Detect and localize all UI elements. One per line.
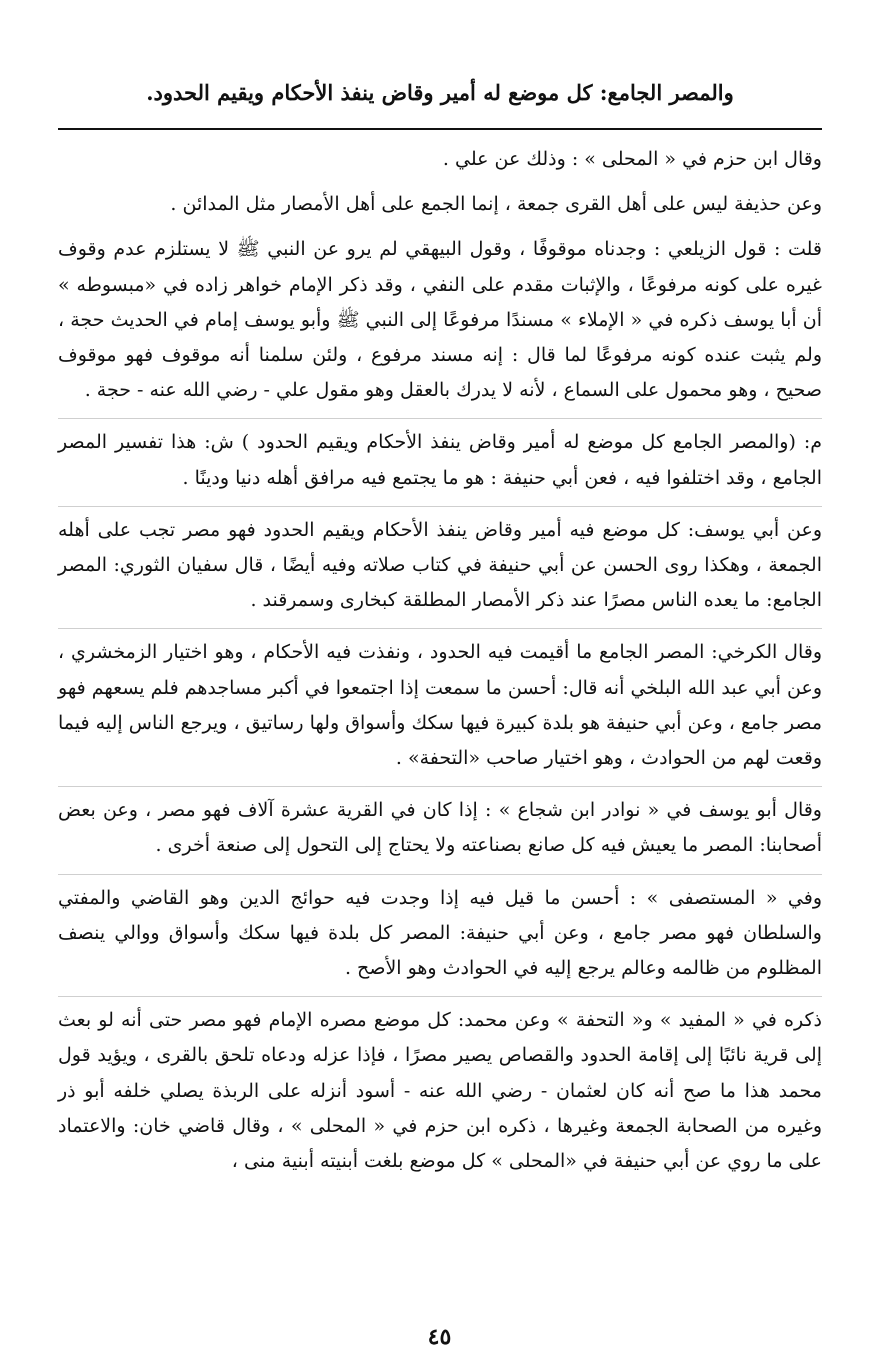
paragraph-9: ذكره في « المفيد » و« التحفة » وعن محمد: كل موضع مصره الإمام فهو مصر حتى أنه لو بعث إلى قرية نائبًا إلى إقامة الحدود والقصاص يصير مصرًا ، فإذا عزله ودعاه تلحق بالقرى ، ويؤيد قول محمد هذا ما صح أنه كان لعثمان - رضي الله عنه - أسود أنزله على الربذة يصلي خلفه أبو ذر وغيره من الصحابة الجمعة وغيرها ، ذكره ابن حزم في « المحلى » ، وقال قاضي خان: والاعتماد على ما روي عن أبي حنيفة في «المحلى » كل موضع بلغت أبنيته أبنية منى ،: [58, 996, 822, 1179]
document-page: [58, 68, 822, 1358]
page-number: ٤٥: [427, 1324, 452, 1350]
paragraph-8: وفي « المستصفى » : أحسن ما قيل فيه إذا وجدت فيه حوائج الدين وهو القاضي والمفتي والسلطان فهو مصر جامع ، وعن أبي حنيفة: المصر كل بلدة فيها سكك وأسواق ووالي ينصف المظلوم من ظالمه وعالم يرجع إليه في الحوادث وهو الأصح .: [58, 874, 822, 987]
paragraph-7: وقال أبو يوسف في « نوادر ابن شجاع » : إذا كان في القرية عشرة آلاف فهو مصر ، وعن بعض أصحابنا: المصر ما يعيش فيه كل صانع بصناعته ولا يحتاج إلى التحول إلى صنعة أخرى .: [58, 786, 822, 863]
paragraph-3: قلت : قول الزيلعي : وجدناه موقوفًا ، وقول البيهقي لم يرو عن النبي ﷺ لا يستلزم عدم وقوف غيره على كونه مرفوعًا ، والإثبات مقدم على النفي ، وقد ذكر الإمام خواهر زاده في «مبسوطه » أن أبا يوسف ذكره في « الإملاء » مسندًا مرفوعًا إلى النبي ﷺ وأبو يوسف إمام في الحديث حجة ، ولم يثبت عنده كونه مرفوعًا لما قال : إنه مسند مرفوع ، ولئن سلمنا أنه موقوف فهو موقوف صحيح ، وهو محمول على السماع ، لأنه لا يدرك بالعقل وهو مقول علي - رضي الله عنه - حجة .: [58, 238, 822, 402]
running-header: والمصر الجامع: كل موضع له أمير وقاض ينفذ الأحكام ويقيم الحدود.: [146, 80, 734, 105]
paragraph-6: وقال الكرخي: المصر الجامع ما أقيمت فيه الحدود ، ونفذت فيه الأحكام ، وهو اختيار الزمخشري ، وعن أبي عبد الله البلخي أنه قال: أحسن ما سمعت إذا اجتمعوا في أكبر مساجدهم فلم يسعهم فهو مصر جامع ، وعن أبي حنيفة هو بلدة كبيرة فيها سكك وأسواق ولها رساتيق ، ويرجع الناس إليه فيما وقعت لهم من الحوادث ، وهو اختيار صاحب «التحفة» .: [58, 628, 822, 776]
paragraph-5: وعن أبي يوسف: كل موضع فيه أمير وقاض ينفذ الأحكام ويقيم الحدود فهو مصر تجب على أهله الجمعة ، وهكذا روى الحسن عن أبي حنيفة في كتاب صلاته وفيه أيضًا ، قال سفيان الثوري: المصر الجامع: ما يعده الناس مصرًا عند ذكر الأمصار المطلقة كبخارى وسمرقند .: [58, 506, 822, 619]
paragraph-4: م: (والمصر الجامع كل موضع له أمير وقاض ينفذ الأحكام ويقيم الحدود ) ش: هذا تفسير المصر الجامع ، وقد اختلفوا فيه ، فعن أبي حنيفة : هو ما يجتمع فيه مرافق أهله دنيا ودينًا .: [58, 418, 822, 495]
paragraph-1: وقال ابن حزم في « المحلى » : وذلك عن علي .: [442, 148, 822, 170]
header-rule: [58, 128, 822, 130]
paragraph-2: وعن حذيفة ليس على أهل القرى جمعة ، إنما الجمع على أهل الأمصار مثل المدائن .: [170, 193, 822, 216]
